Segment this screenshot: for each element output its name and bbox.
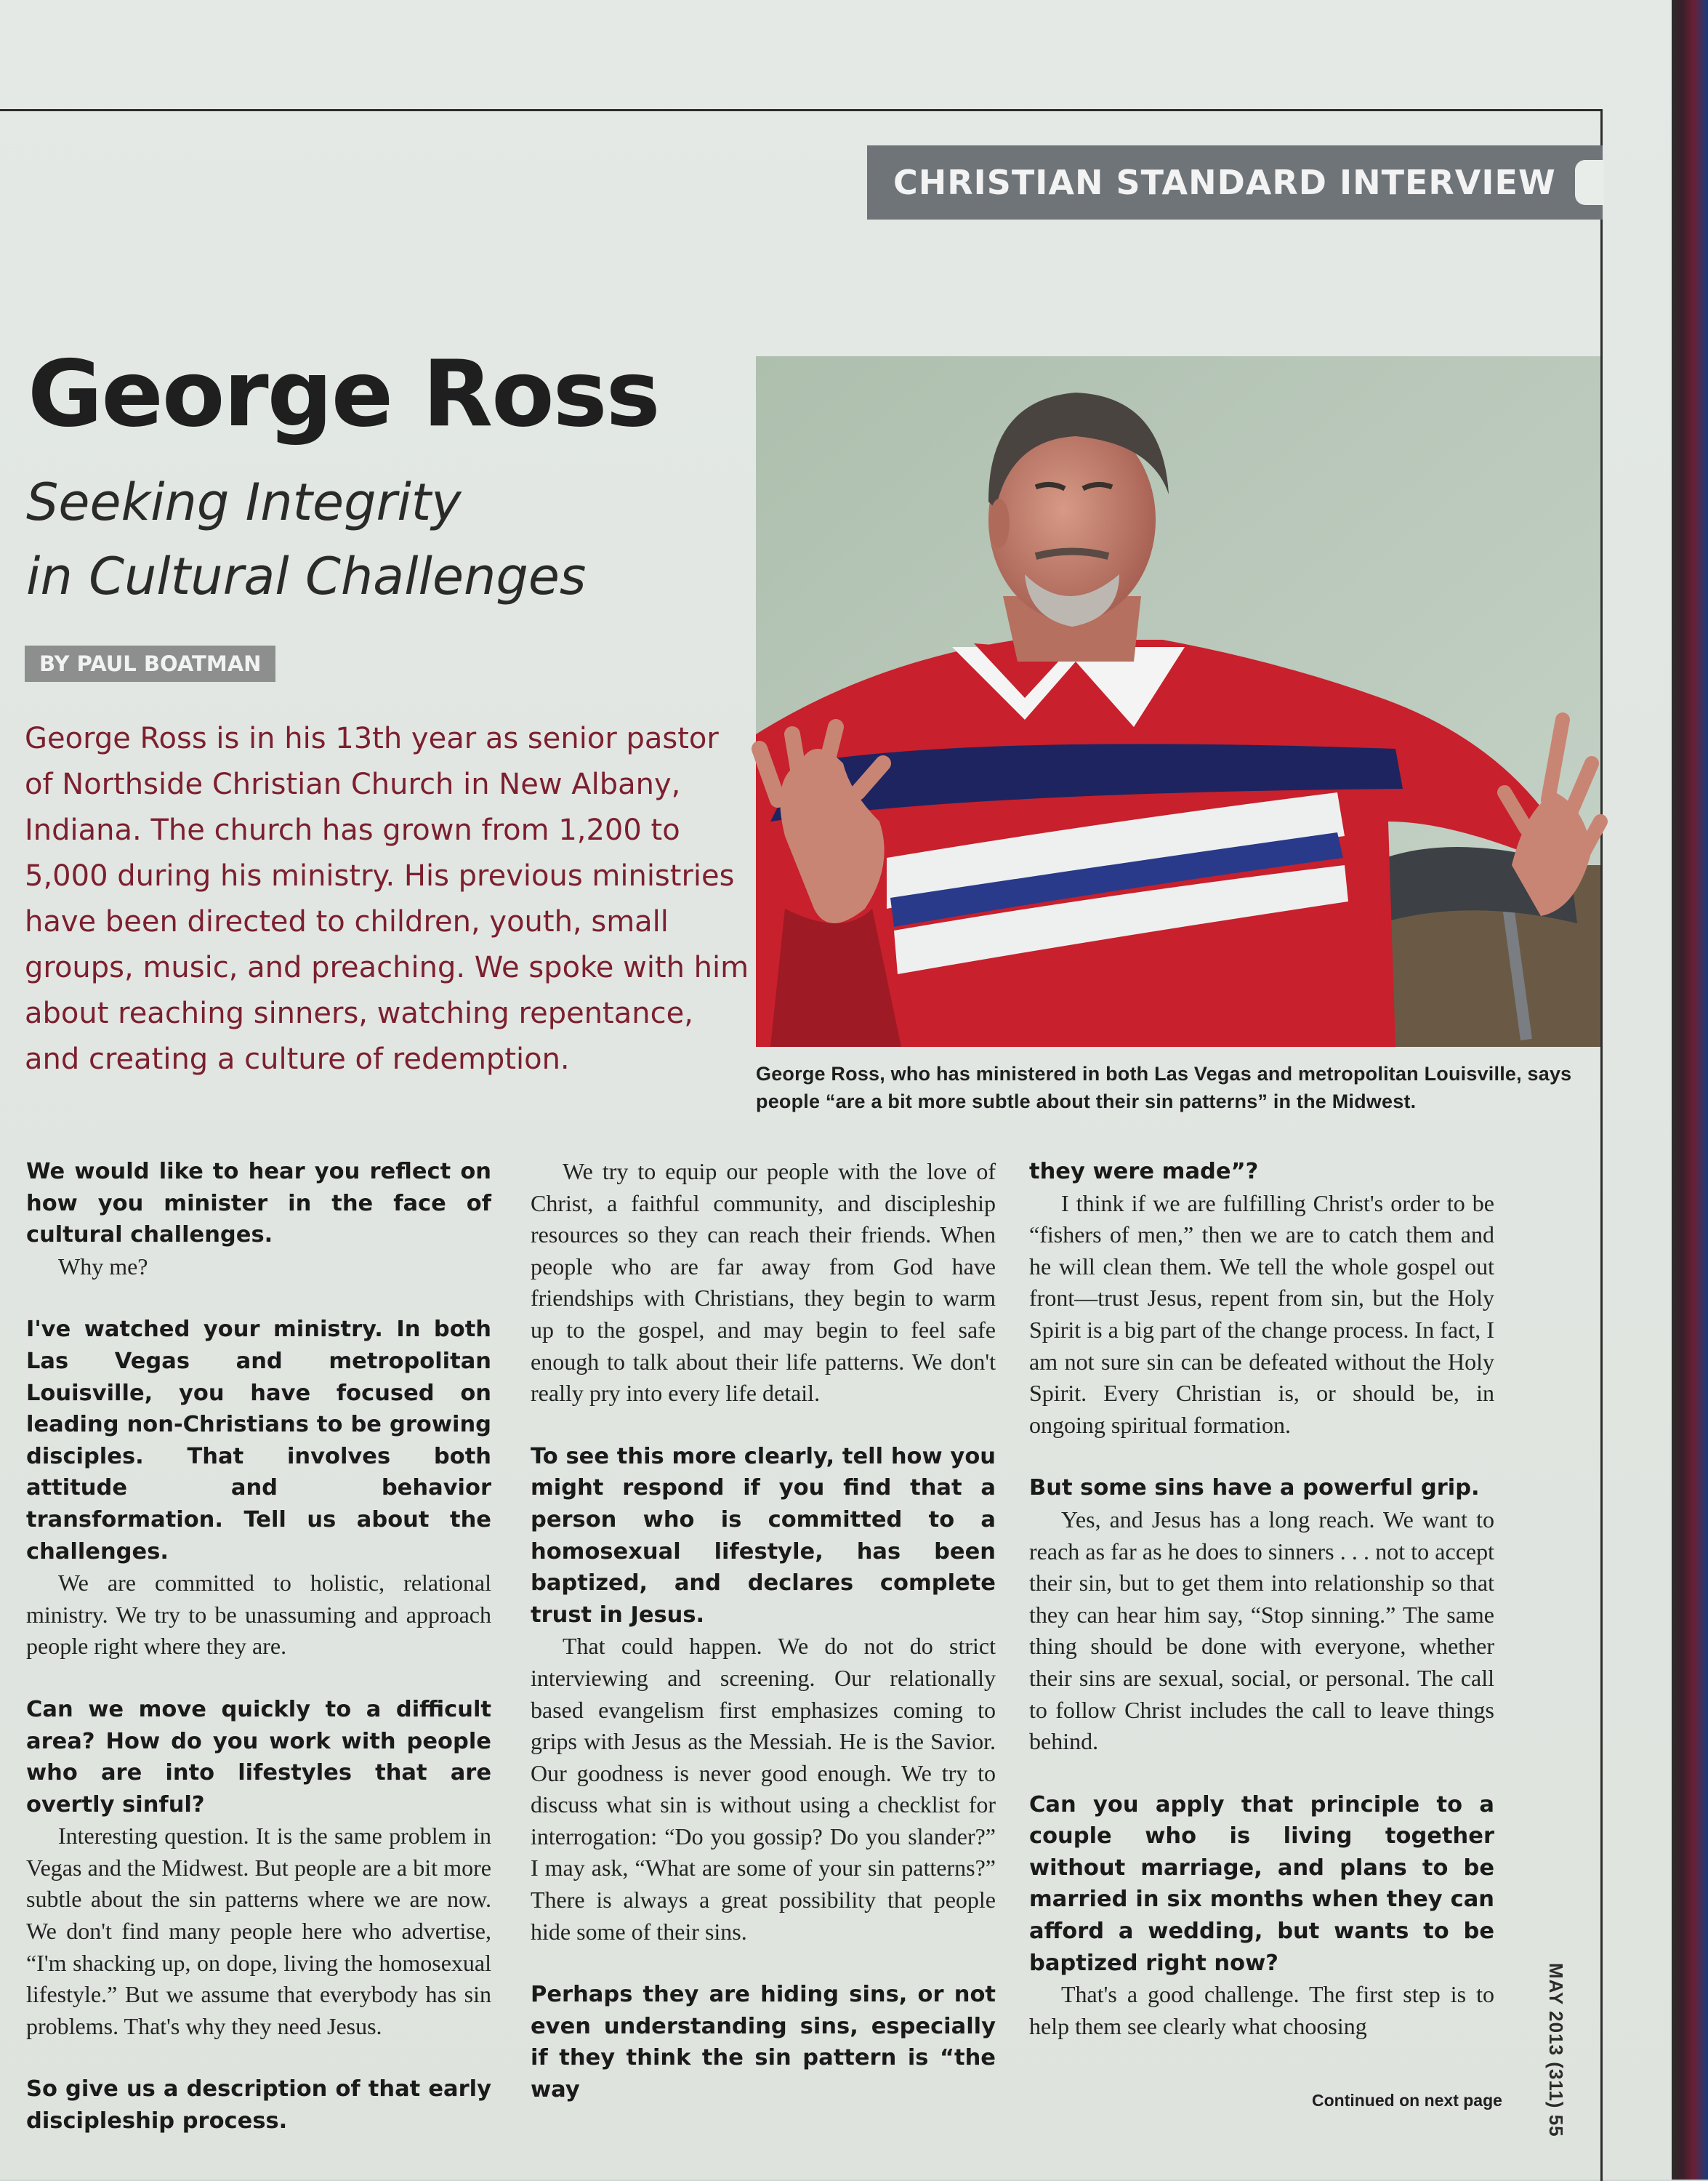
answer: Yes, and Jesus has a long reach. We want to reach as far as he does to sinners . . . not to accept their sin, but to get them into relationship so that they can hear him say, “Stop sinning.” The same thing should be done with everyone, whether their sins are sexual, social, or personal. The call to follow Christ includes the call to leave things behind. [1029,1506,1494,1755]
spacer [531,1410,996,1441]
photo-caption: George Ross, who has ministered in both Las Vegas and metropolitan Louisville, says people “are a bit more subtle about their sin patterns” in the Midwest. [756,1063,1572,1112]
column-1 [26,1156,491,2134]
answer: Why me? [58,1253,148,1280]
question: Can we move quickly to a difficult area? How do you work with people who are into lifestyles that are overtly sinful? [26,1696,491,1818]
subtitle-line-2: in Cultural Challenges [26,547,587,606]
answer: We are committed to holistic, relational ministry. We try to be unassuming and approach people right where they are. [26,1570,491,1660]
question: So give us a description of that early discipleship process. [26,2076,491,2134]
question: they were made”? [1029,1159,1259,1184]
banner-tab [1575,160,1604,205]
question: But some sins have a powerful grip. [1029,1475,1480,1501]
intro-paragraph: George Ross is in his 13th year as senior pastor of Northside Christian Church in New Albany, Indiana. The church has grown from 1,200 to 5,000 during his ministry. His previous ministries have been directed to children, youth, small groups, music, and preaching. We spoke with him about reaching sinners, watching repentance, and creating a culture of redemption. [25,722,749,1076]
subtitle-line-1: Seeking Integrity [26,473,462,532]
folio-text: MAY 2013 (311) 55 [1545,1963,1567,2137]
byline: BY PAUL BOATMAN [25,646,275,682]
spacer [26,2042,491,2073]
question: To see this more clearly, tell how you might respond if you find that a person who is committed to a homosexual lifestyle, has been baptized, and declares complete trust in Jesus. [531,1443,996,1628]
continued-note: Continued on next page [1312,2091,1502,2110]
question: Perhaps they are hiding sins, or not even understanding sins, especially if they think the sin pattern is “the way [531,1982,996,2103]
answer: That's a good challenge. The first step is to help them see clearly what choosing [1029,1981,1494,2039]
interview-photo [756,356,1600,1047]
column-2 [531,1156,996,2101]
answer: That could happen. We do not do strict interviewing and screening. Our relationally based evangelism first emphasizes coming to grips with Jesus as the Messiah. He is the Savior. Our goodness is never good enough. We try to discuss what sin is without using a checklist for interrogation: “Do you gossip? Do you slander?” I may ask, “What are some of your sin patterns?” There is always a great possibility that people hide some of their sins. [531,1633,996,1945]
banner-label: CHRISTIAN STANDARD INTERVIEW [893,163,1556,202]
question: We would like to hear you reflect on how you minister in the face of cultural challenges. [26,1159,491,1248]
article-title: George Ross [28,340,659,447]
spacer [1029,1758,1494,1789]
spacer [26,1663,491,1694]
photo-illustration [756,356,1600,1047]
column-3 [1029,1156,1494,2101]
magazine-binding-edge [1672,0,1708,2180]
answer: We try to equip our people with the love of Christ, a faithful community, and discipleship resources so they can reach their friends. When people who are far away from God have friendships with Christians, they begin to warm up to the gospel, and may begin to feel safe enough to talk about their life patterns. We don't really pry into every life detail. [531,1158,996,1407]
spacer [531,1948,996,1979]
section-banner [867,145,1603,220]
page-folio [1545,1963,1600,2166]
right-rule [1600,109,1603,2181]
question: I've watched your ministry. In both Las Vegas and metropolitan Louisville, you have focused on leading non-Christians to be growing disciples. That involves both attitude and behavior transformation. Tell us about the challenges. [26,1317,491,1565]
spacer [26,1282,491,1314]
question: Can you apply that principle to a couple who is living together without marriage, and plans to be married in six months when they can afford a wedding, but wants to be baptized right now? [1029,1791,1494,1976]
spacer [1029,1441,1494,1472]
article-subtitle [26,465,651,614]
answer: I think if we are fulfilling Christ's order to be “fishers of men,” then we are to catch them and he will clean them. We tell the whole gospel out front—trust Jesus, repent from sin, but the Holy Spirit is a big part of the change process. In fact, I am not sure sin can be defeated without the Holy Spirit. Every Christian is, or should be, in ongoing spiritual formation. [1029,1189,1494,1438]
answer: Interesting question. It is the same problem in Vegas and the Midwest. But people are a bit more subtle about the sin patterns where we are now. We don't find many people here who advertise, “I'm shacking up, on dope, living the homosexual lifestyle.” But we assume that everybody has sin problems. That's why they need Jesus. [26,1823,491,2039]
top-rule [0,109,1603,111]
